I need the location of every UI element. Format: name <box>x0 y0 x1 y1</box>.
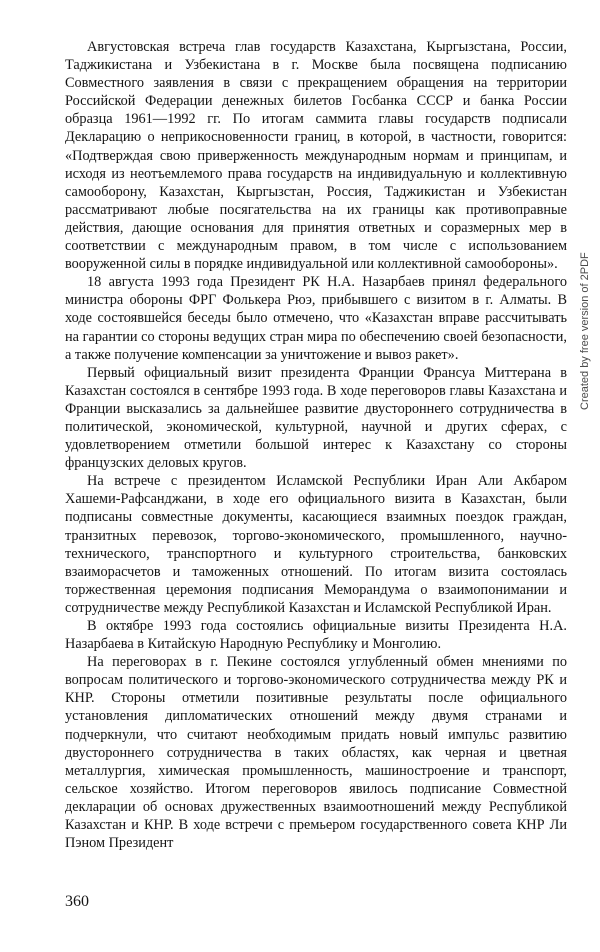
watermark: Created by free version of 2PDF <box>579 252 591 410</box>
paragraph-august-summit: Августовская встреча глав государств Казахстана, Кыргызстана, России, Таджикистана и Узбекистана в г. Москве была посвящена подписанию Совместного заявления в связи с прекращением обращения на территории Российской Федерации денежных билетов Госбанка СССР и банка России образца 1961—1992 гг. По итогам саммита главы государств подписали Декларацию о неприкосновенности границ, в которой, в частности, говорится: «Подтверждая свою приверженность международным нормам и принципам, и исходя из неотъемлемого права государств на индивидуальную и коллективную самооборону, Казахстан, Кыргызстан, Россия, Таджикистан и Узбекистан рассматривают любые посягательства на их границы как противоправные действия, дающие основания для принятия ответных и соразмерных мер в соответствии с международным правом, в том числе с использованием вооруженной силы в порядке индивидуальной или коллективной самообороны». <box>65 39 567 273</box>
paragraph-october-visits: В октябре 1993 года состоялись официальные визиты Президента Н.А. Назарбаева в Китайскую Народную Республику и Монголию. <box>65 618 567 653</box>
paragraph-iran-meeting: На встрече с президентом Исламской Республики Иран Али Акбаром Хашеми-Рафсанджани, в ходе его официального визита в Казахстан, были подписаны совместные документы, касающиеся взаимных поездок граждан, транзитных перевозок, торгово-экономического, промышленного, научно-технического, транспортного и культурного строительства, банковских взаиморасчетов и таможенных отношений. По итогам визита состоялась торжественная церемония подписания Меморандума о взаимопонимании и сотрудничестве между Республикой Казахстан и Исламской Республикой Иран. <box>65 473 567 616</box>
page-body-text <box>65 38 567 852</box>
paragraph-nazarbayev-ruhe: 18 августа 1993 года Президент РК Н.А. Назарбаев принял федерального министра обороны ФРГ Фолькера Рюэ, прибывшего с визитом в г. Алматы. В ходе состоявшейся беседы было отмечено, что «Казахстан вправе рассчитывать на гарантии со стороны ведущих стран мира по обеспечению своей безопасности, а также получение компенсации за уничтожение и вывоз ракет». <box>65 274 567 363</box>
page-number: 360 <box>65 893 89 910</box>
paragraph-beijing-talks: На переговорах в г. Пекине состоялся углубленный обмен мнениями по вопросам политического и торгово-экономического сотрудничества между РК и КНР. Стороны отметили позитивные результаты после официального установления дипломатических отношений между двумя странами и подчеркнули, что считают необходимым придать новый импульс развитию двустороннего сотрудничества в таких областях, как черная и цветная металлургия, химическая промышленность, машиностроение и транспорт, сельское хозяйство. Итогом переговоров явилось подписание Совместной декларации об основах дружественных взаимоотношений между Республикой Казахстан и КНР. В ходе встречи с премьером государственного совета КНР Ли Пэном Президент <box>65 654 567 852</box>
paragraph-mitterrand-visit: Первый официальный визит президента Франции Франсуа Миттерана в Казахстан состоялся в сентябре 1993 года. В ходе переговоров главы Казахстана и Франции высказались за дальнейшее развитие двустороннего сотрудничества в политической, экономической, культурной, научной и других сферах, с удовлетворением отметили большой интерес к Казахстану со стороны французских деловых кругов. <box>65 364 567 472</box>
